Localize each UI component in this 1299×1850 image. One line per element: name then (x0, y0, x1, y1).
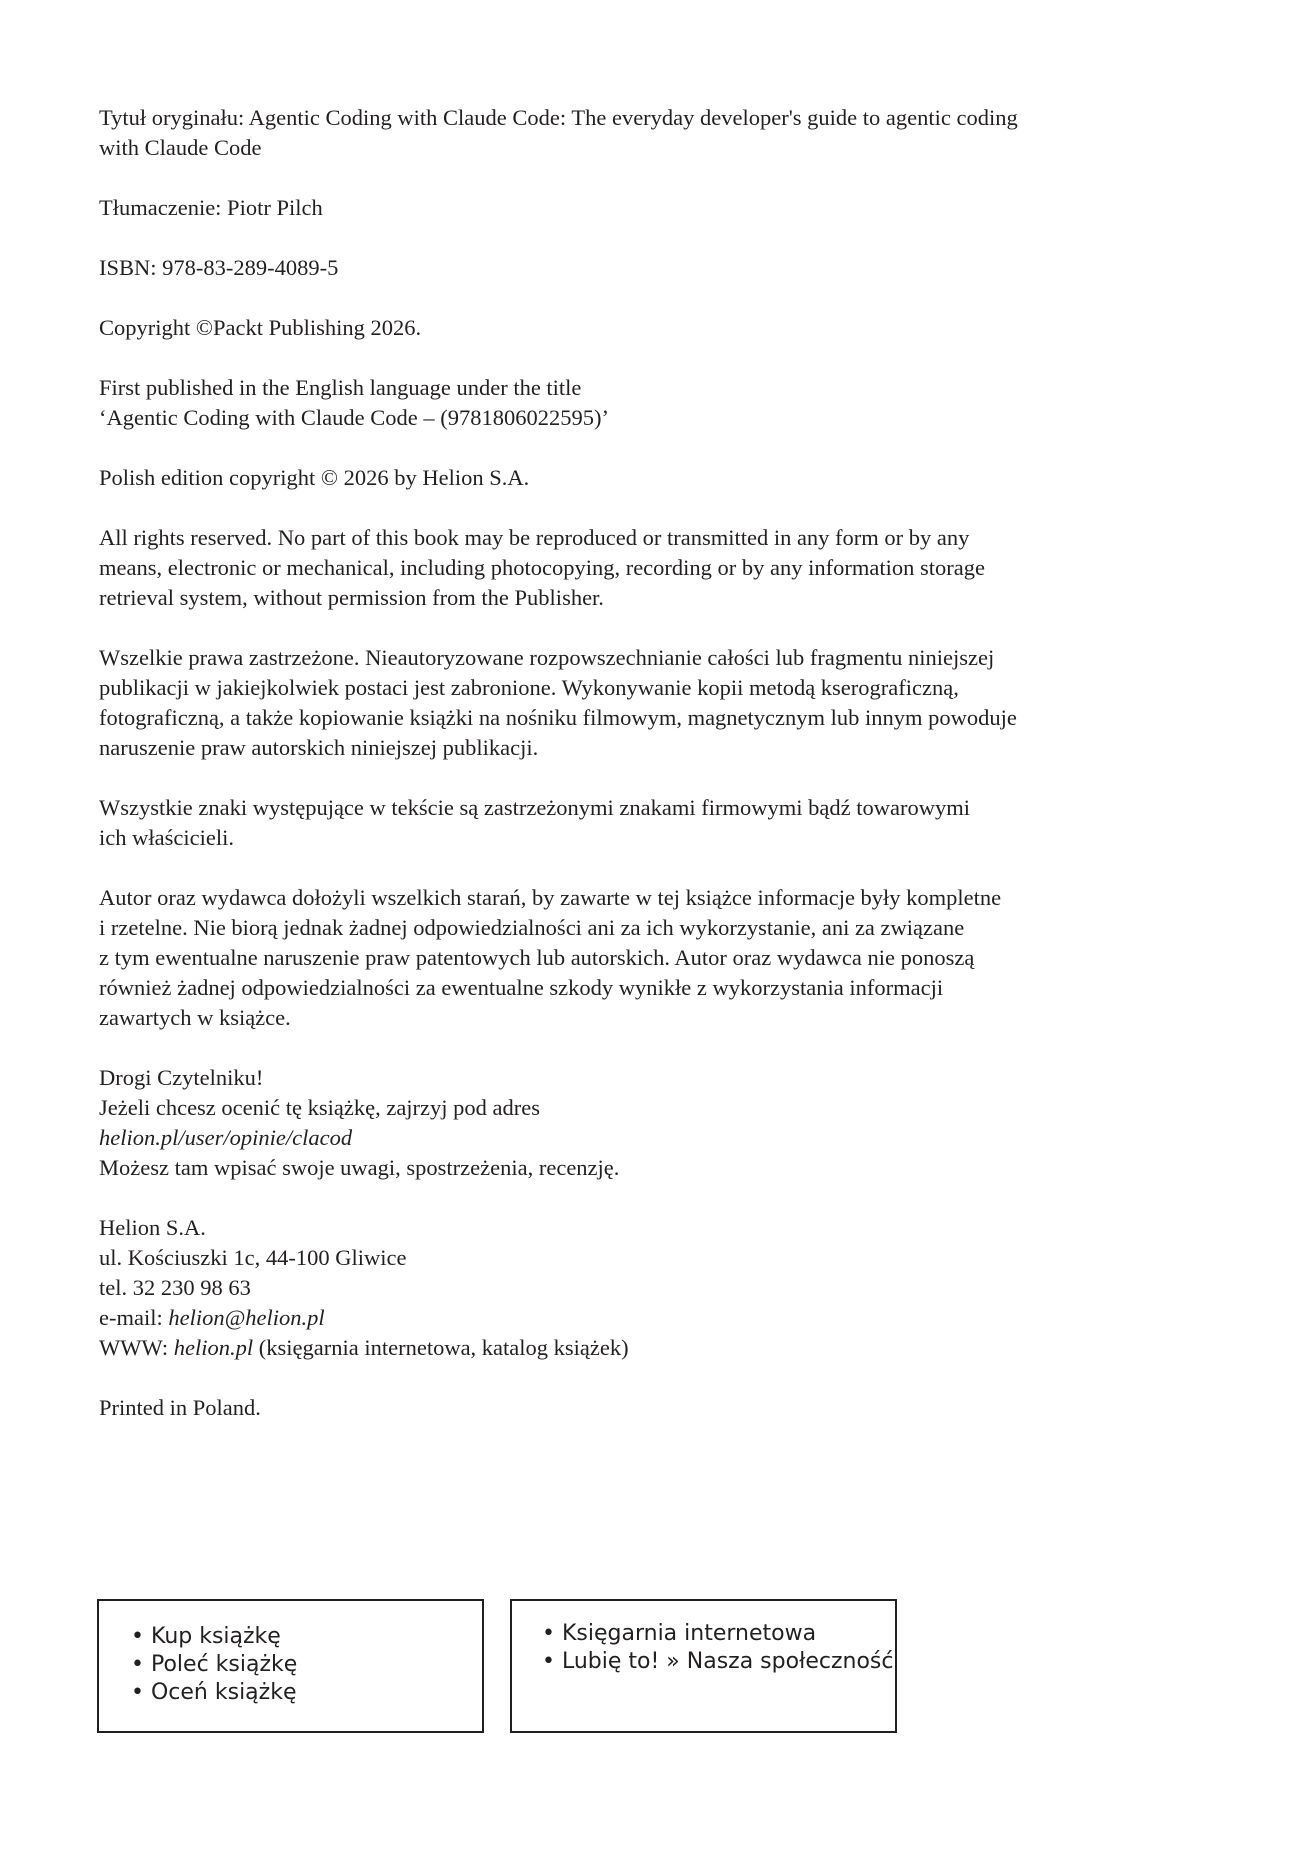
isbn (99, 253, 1159, 283)
translator-text: Tłumaczenie: Piotr Pilch (99, 195, 323, 220)
disclaimer (99, 883, 1159, 1033)
copyright-text: Copyright ©Packt Publishing 2026. (99, 315, 422, 340)
rights-polish-line-3: fotograficzną, a także kopiowanie książki na nośniku filmowym, magnetycznym lub innym powoduje (99, 705, 1017, 730)
copyright (99, 313, 1159, 343)
rights-polish-line-2: publikacji w jakiejkolwiek postaci jest zabronione. Wykonywanie kopii metodą kserograficzną, (99, 675, 959, 700)
first-published (99, 373, 1159, 433)
www-note: (księgarnia internetowa, katalog książek) (253, 1335, 629, 1360)
reader-note-line-2: Jeżeli chcesz ocenić tę książkę, zajrzyj pod adres (99, 1095, 541, 1120)
disclaimer-line-2: i rzetelne. Nie biorą jednak żadnej odpowiedzialności ani za ich wykorzystanie, ani za związane (99, 915, 965, 940)
reader-greeting: Drogi Czytelniku! (99, 1065, 264, 1090)
reader-note-line-4: Możesz tam wpisać swoje uwagi, spostrzeżenia, recenzję. (99, 1155, 620, 1180)
www-link[interactable]: helion.pl (173, 1335, 254, 1360)
review-url-link[interactable]: helion.pl/user/opinie/clacod (99, 1125, 353, 1150)
link-boxes (97, 1599, 907, 1737)
publisher-contact (99, 1213, 1159, 1363)
online-bookstore-link[interactable]: • Księgarnia internetowa (542, 1620, 895, 1648)
printed-in-text: Printed in Poland. (99, 1395, 261, 1420)
original-title-line-1: Tytuł oryginału: Agentic Coding with Claude Code: The everyday developer's guide to agentic coding (99, 105, 1018, 130)
rights-english-line-2: means, electronic or mechanical, including photocopying, recording or by any information storage (99, 555, 985, 580)
original-title-line-2: with Claude Code (99, 135, 262, 160)
polish-edition-text: Polish edition copyright © 2026 by Helion S.A. (99, 465, 530, 490)
email-link[interactable]: helion@helion.pl (168, 1305, 325, 1330)
disclaimer-line-5: zawartych w książce. (99, 1005, 291, 1030)
publisher-www-row (99, 1333, 1159, 1363)
community-link[interactable]: • Lubię to! » Nasza społeczność (542, 1648, 895, 1676)
buy-book-link[interactable]: • Kup książkę (131, 1623, 482, 1651)
publisher-address: ul. Kościuszki 1c, 44-100 Gliwice (99, 1245, 407, 1270)
translator (99, 193, 1159, 223)
rights-polish-line-1: Wszelkie prawa zastrzeżone. Nieautoryzowane rozpowszechnianie całości lub fragmentu niniejszej (99, 645, 995, 670)
trademarks (99, 793, 1159, 853)
polish-edition (99, 463, 1159, 493)
trademarks-line-1: Wszystkie znaki występujące w tekście są zastrzeżonymi znakami firmowymi bądź towarowymi (99, 795, 970, 820)
email-label: e-mail: (99, 1305, 169, 1330)
publisher-name: Helion S.A. (99, 1215, 206, 1240)
colophon-text (99, 103, 1159, 1453)
disclaimer-line-3: z tym ewentualne naruszenie praw patentowych lub autorskich. Autor oraz wydawca nie ponoszą (99, 945, 975, 970)
original-title (99, 103, 1159, 163)
isbn-text: ISBN: 978-83-289-4089-5 (99, 255, 339, 280)
printed-in (99, 1393, 1159, 1423)
www-label: WWW: (99, 1335, 174, 1360)
publisher-email-row (99, 1303, 1159, 1333)
book-actions-box (97, 1599, 484, 1733)
rights-polish-line-4: naruszenie praw autorskich niniejszej publikacji. (99, 735, 539, 760)
rights-english-line-1: All rights reserved. No part of this book may be reproduced or transmitted in any form or by any (99, 525, 970, 550)
disclaimer-line-4: również żadnej odpowiedzialności za ewentualne szkody wynikłe z wykorzystania informacji (99, 975, 944, 1000)
community-box (510, 1599, 897, 1733)
rights-polish (99, 643, 1159, 763)
first-published-line-1: First published in the English language under the title (99, 375, 582, 400)
disclaimer-line-1: Autor oraz wydawca dołożyli wszelkich starań, by zawarte w tej książce informacje były kompletne (99, 885, 1002, 910)
publisher-phone: tel. 32 230 98 63 (99, 1275, 251, 1300)
trademarks-line-2: ich właścicieli. (99, 825, 234, 850)
rights-english (99, 523, 1159, 613)
recommend-book-link[interactable]: • Poleć książkę (131, 1651, 482, 1679)
rate-book-link[interactable]: • Oceń książkę (131, 1679, 482, 1707)
reader-note (99, 1063, 1159, 1183)
first-published-line-2: ‘Agentic Coding with Claude Code – (9781806022595)’ (99, 405, 609, 430)
rights-english-line-3: retrieval system, without permission from the Publisher. (99, 585, 604, 610)
